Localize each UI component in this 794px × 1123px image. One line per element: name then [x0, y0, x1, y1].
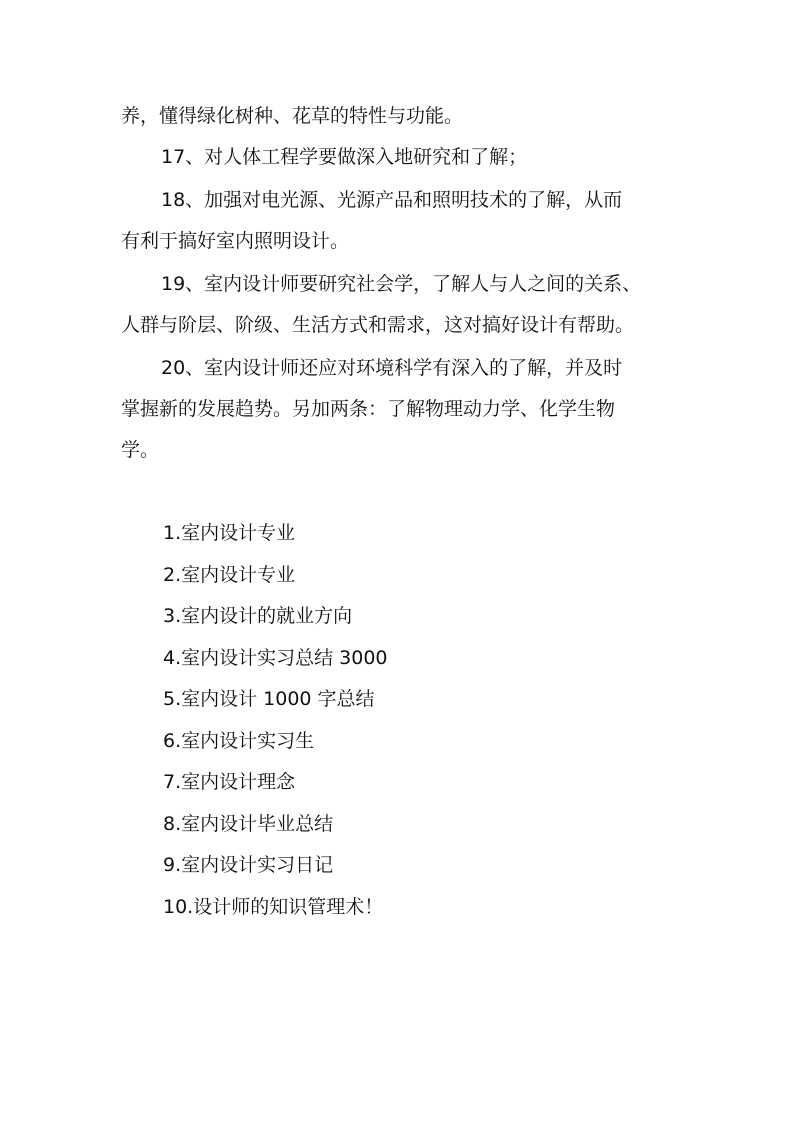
paragraph-line: 20、室内设计师还应对环境科学有深入的了解，并及时	[161, 357, 623, 379]
list-item: 5.室内设计 1000 字总结	[163, 688, 375, 710]
paragraph-line: 有利于搞好室内照明设计。	[121, 230, 350, 252]
list-item: 3.室内设计的就业方向	[163, 605, 353, 627]
list-item: 7.室内设计理念	[163, 771, 296, 793]
list-item: 8.室内设计毕业总结	[163, 812, 334, 835]
paragraph-line: 学。	[121, 439, 160, 461]
list-item: 9.室内设计实习日记	[163, 854, 334, 876]
paragraph-line: 17、对人体工程学要做深入地研究和了解；	[161, 146, 528, 168]
list-item: 2.室内设计专业	[163, 563, 296, 586]
related-articles-list	[163, 515, 388, 930]
paragraph-16-continuation	[121, 96, 681, 137]
paragraph-line: 18、加强对电光源、光源产品和照明技术的了解，从而	[161, 189, 623, 211]
paragraph-line: 掌握新的发展趋势。另加两条：了解物理动力学、化学生物	[121, 398, 616, 420]
paragraph-17	[121, 137, 681, 178]
paragraph-line: 19、室内设计师要研究社会学，了解人与人之间的关系、	[161, 273, 642, 295]
paragraph-18	[121, 180, 681, 262]
paragraph-line: 养，懂得绿化树种、花草的特性与功能。	[121, 105, 464, 127]
list-item: 10.设计师的知识管理术！	[163, 895, 384, 918]
list-item: 4.室内设计实习总结 3000	[163, 646, 388, 669]
list-item: 1.室内设计专业	[163, 522, 296, 544]
paragraph-19	[121, 264, 681, 346]
paragraph-20	[121, 348, 681, 471]
list-item: 6.室内设计实习生	[163, 729, 315, 752]
paragraph-line: 人群与阶层、阶级、生活方式和需求，这对搞好设计有帮助。	[121, 314, 635, 336]
